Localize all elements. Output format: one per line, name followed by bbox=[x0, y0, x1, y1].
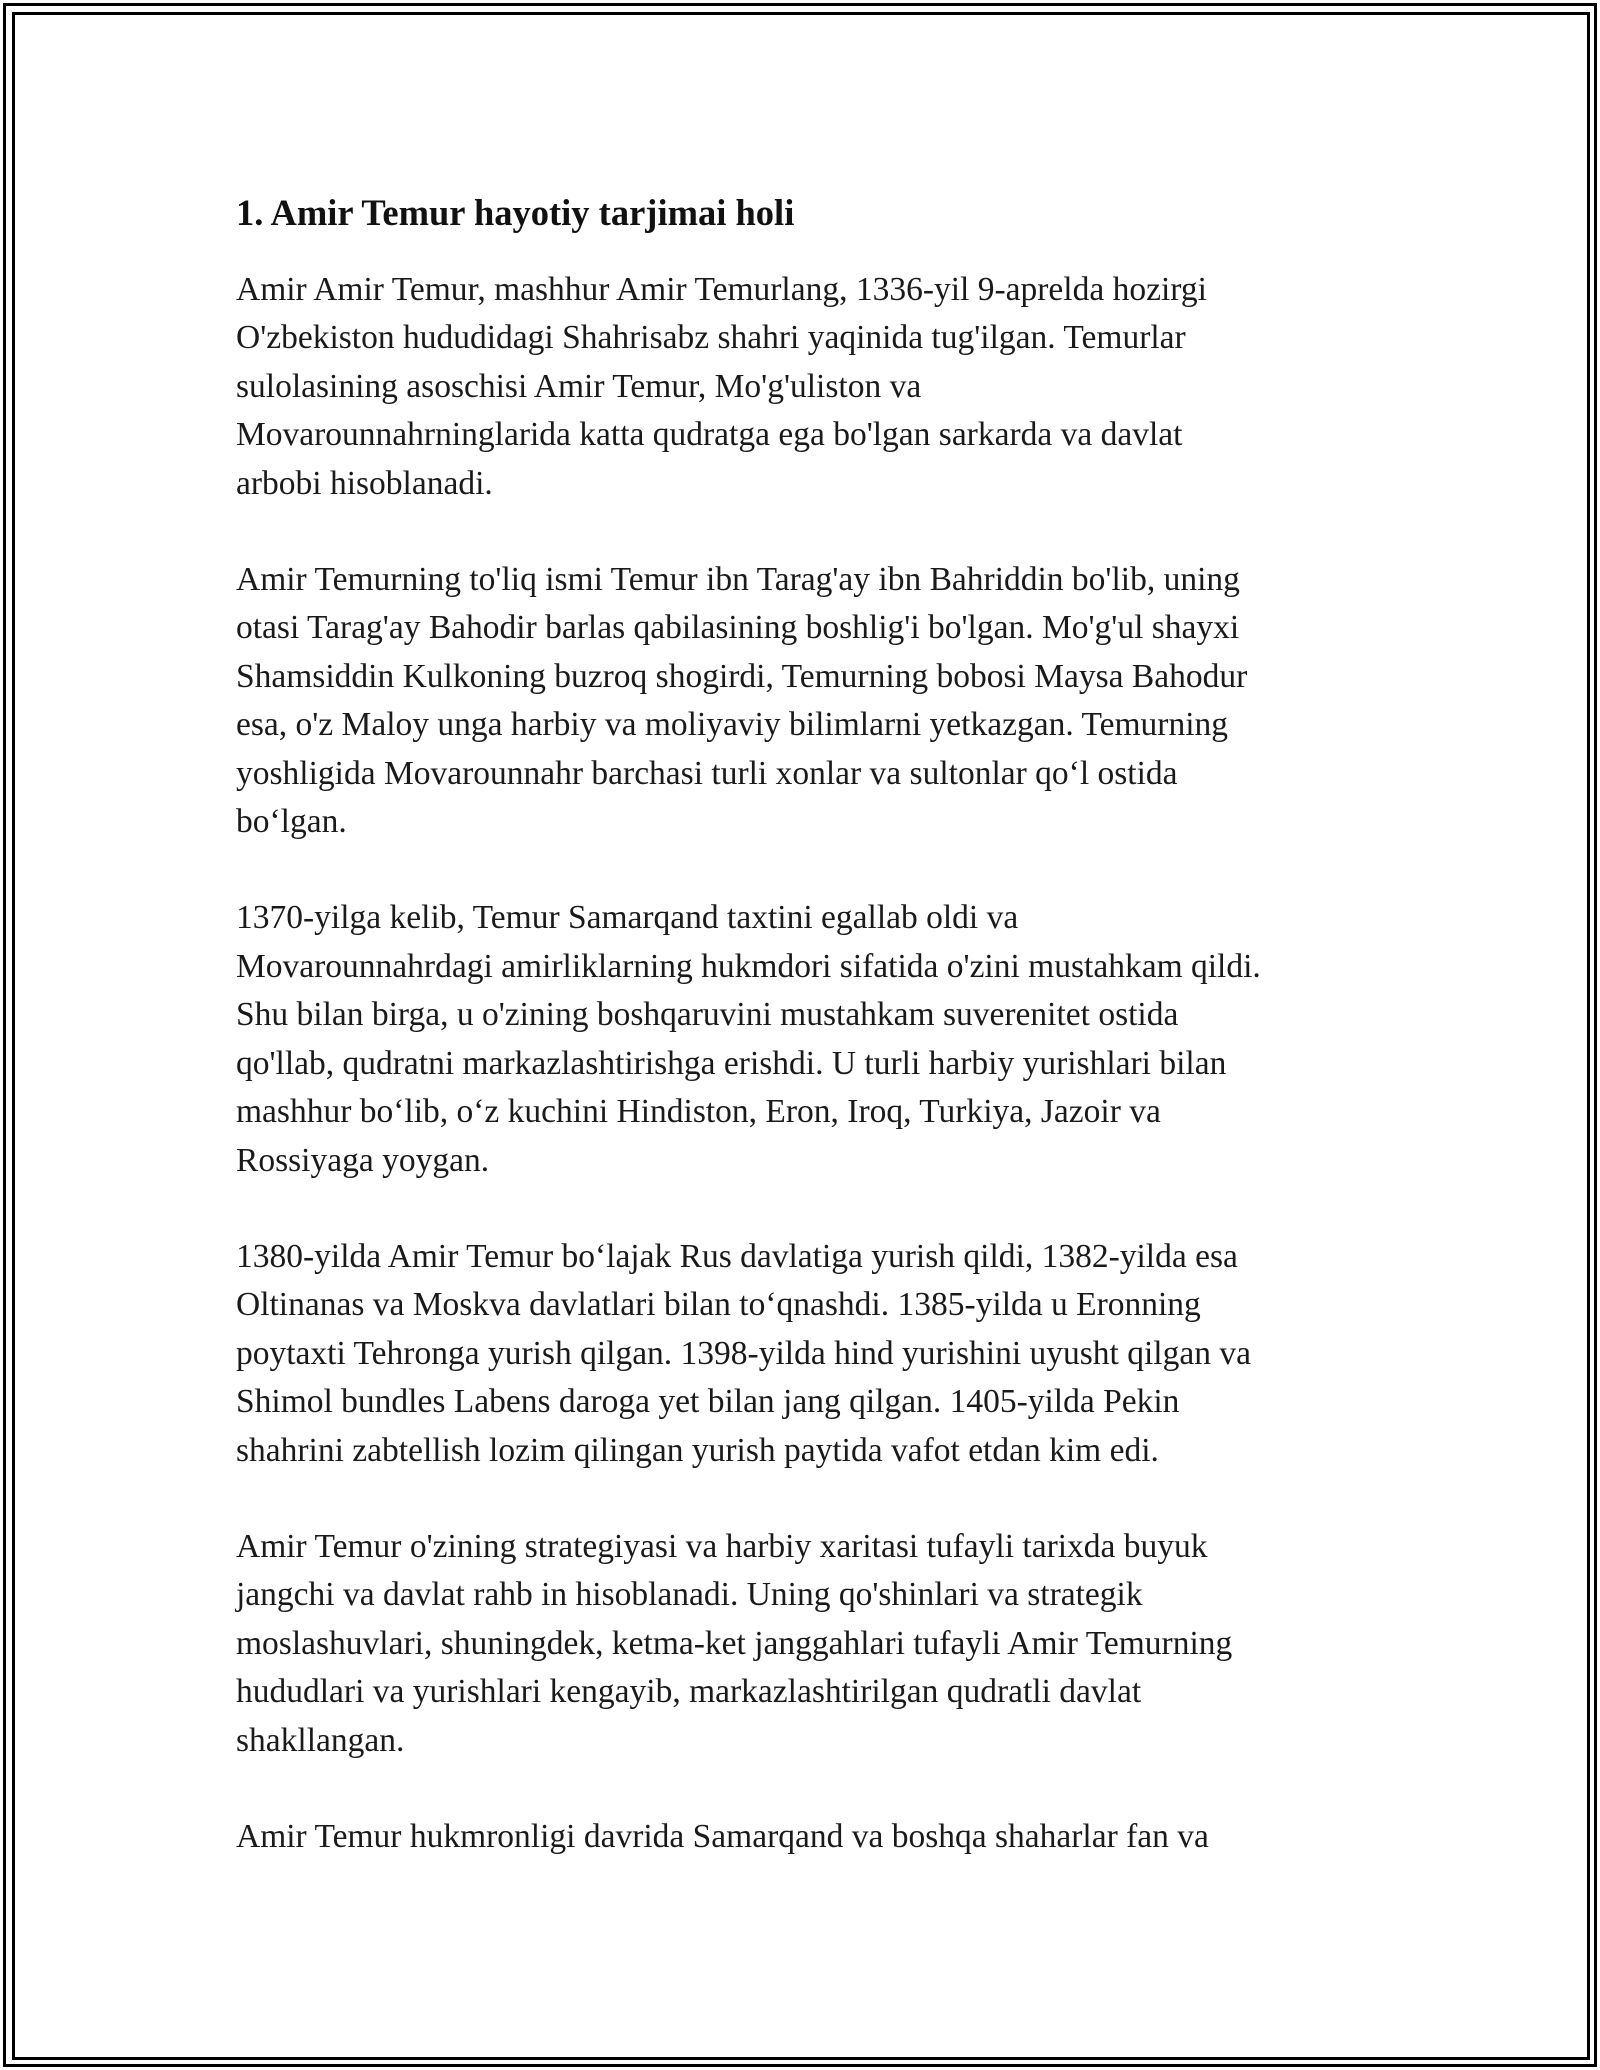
paragraph-reign: Amir Temur hukmronligi davrida Samarqand va boshqa shaharlar fan va bbox=[236, 1817, 1209, 1855]
document-body bbox=[236, 188, 1376, 1909]
paragraph-samarqand: 1370-yilga kelib, Temur Samarqand taxtini egallab oldi va Movarounnahrdagi amirliklarning hukmdori sifatida o'zini mustahkam qildi. Shu bilan birga, u o'zining boshqaruvini mustahkam suverenitet ostida qo'llab, qudratni markazlashtirishga erishdi. U turli harbiy yurishlari bilan mashhur bo‘lib, o‘z kuchini Hindiston, Eron, Iroq, Turkiya, Jazoir va Rossiyaga yoygan. bbox=[236, 899, 1261, 1179]
section-heading: 1. Amir Temur hayotiy tarjimai holi bbox=[236, 192, 795, 233]
paragraph-campaigns: 1380-yilda Amir Temur bo‘lajak Rus davlatiga yurish qildi, 1382-yilda esa Oltinanas va Moskva davlatlari bilan to‘qnashdi. 1385-yilda u Eronning poytaxti Tehronga yurish qilgan. 1398-yilda hind yurishini uyusht qilgan va Shimol bundles Labens daroga yet bilan jang qilgan. 1405-yilda Pekin shahrini zabtellish lozim qilingan yurish paytida vafot etdan kim edi. bbox=[236, 1237, 1251, 1469]
paragraph-birth: Amir Amir Temur, mashhur Amir Temurlang, 1336-yil 9-aprelda hozirgi O'zbekiston hududidagi Shahrisabz shahri yaqinida tug'ilgan. Temurlar sulolasining asoschisi Amir Temur, Mo'g'uliston va Movarounnahrninglarida katta qudratga ega bo'lgan sarkarda va davlat arbobi hisoblanadi. bbox=[236, 271, 1207, 502]
paragraph-legacy: Amir Temur o'zining strategiyasi va harbiy xaritasi tufayli tarixda buyuk jangchi va davlat rahb in hisoblanadi. Uning qo'shinlari va strategik moslashuvlari, shuningdek, ketma-ket janggahlari tufayli Amir Temurning hududlari va yurishlari kengayib, markazlashtirilgan qudratli davlat shakllangan. bbox=[236, 1527, 1233, 1759]
paragraph-family: Amir Temurning to'liq ismi Temur ibn Tarag'ay ibn Bahriddin bo'lib, uning otasi Tarag'ay Bahodir barlas qabilasining boshlig'i bo'lgan. Mo'g'ul shayxi Shamsiddin Kulkoning buzroq shogirdi, Temurning bobosi Maysa Bahodur esa, o'z Maloy unga harbiy va moliyaviy bilimlarni yetkazgan. Temurning yoshligida Movarounnahr barchasi turli xonlar va sultonlar qo‘l ostida bo‘lgan. bbox=[236, 561, 1248, 841]
